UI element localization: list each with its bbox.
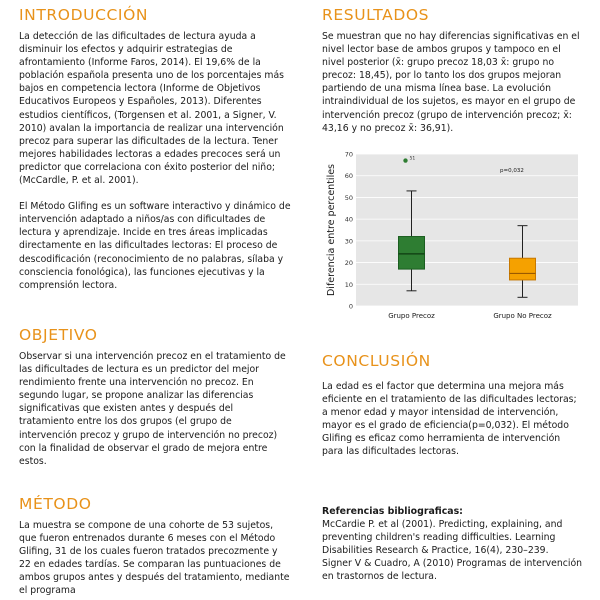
introduccion-section bbox=[19, 6, 291, 292]
introduccion-heading: INTRODUCCIÓN bbox=[19, 6, 149, 24]
y-tick-label: 40 bbox=[344, 215, 353, 224]
objetivo-paragraph: Observar si una intervención precoz en el tratamiento de las dificultades de lectura es un predictor del mejor rendimiento frente una intervención no precoz. En segundo lugar, se propone analizar las diferencias significativas que existen antes y después del tratamiento entre los dos grupos (el grupo de intervención precoz y grupo de intervención no precoz) con la finalidad de observar el grado de mejora entre estos. bbox=[19, 351, 286, 467]
introduccion-paragraph-1: La detección de las dificultades de lectura ayuda a disminuir los efectos y adquirir estrategias de afrontamiento (Informe Faros, 2014). El 19,6% de la población española presenta uno de los porcentajes más bajos en competencia lectora (Informe de Objetivos Educativos Europeos y Españoles, 2013). Diferentes estudios científicos, (Torgensen et al. 2001, a Signer, V. 2010) avalan la importancia de realizar una intervención precoz para superar las dificultades de la lectura. Tener mejores habilidades lectoras a edades precoces será un predictor que correlaciona con éxito posterior del niño; (McCardle, P. et al. 2001). bbox=[19, 31, 285, 187]
outlier-point bbox=[403, 158, 407, 162]
resultados-section bbox=[322, 6, 584, 135]
metodo-section bbox=[19, 495, 291, 598]
y-tick-label: 60 bbox=[344, 172, 353, 181]
y-axis-label: Diferencia entre percentiles bbox=[326, 163, 337, 297]
x-tick-label: Grupo No Precoz bbox=[493, 312, 552, 320]
plot-area bbox=[356, 154, 578, 306]
boxplot-chart bbox=[322, 150, 584, 326]
resultados-paragraph: Se muestran que no hay diferencias significativas en el nivel lector base de ambos grupos y tampoco en el nivel posterior (x̄: grupo precoz 18,03 x̄: grupo no precoz: 18,45), por lo tanto los dos grupos mejoran partiendo de una misma línea base. La evolución intraindividual de los sujetos, es mayor en el grupo de intervención precoz (grupo de intervención precoz; x̄: 43,16 y no precoz x̄: 36,91). bbox=[322, 31, 580, 134]
y-tick-label: 30 bbox=[344, 237, 353, 246]
referencias-heading: Referencias bibliograficas: bbox=[322, 506, 463, 517]
box-0 bbox=[399, 237, 425, 270]
metodo-heading: MÉTODO bbox=[19, 495, 92, 513]
y-tick-label: 50 bbox=[344, 193, 353, 202]
referencia-1: McCardie P. et al (2001). Predicting, explaining, and preventing children's reading difficulties. Learning Disabilities Research & Practice, 16(4), 230–239. bbox=[322, 519, 563, 557]
box-1 bbox=[510, 258, 536, 280]
conclusion-paragraph: La edad es el factor que determina una mejora más eficiente en el tratamiento de las dificultades lectoras; a menor edad y mayor intensidad de intervención, mayor es el grado de eficiencia(p=0,032). El método Glifing es eficaz como herramienta de intervención para las dificultades lectoras. bbox=[322, 381, 577, 458]
resultados-heading: RESULTADOS bbox=[322, 6, 430, 24]
metodo-paragraph: La muestra se compone de una cohorte de 53 sujetos, que fueron entrenados durante 6 meses con el Método Glifing, 31 de los cuales fueron tratados precozmente y 22 en edades tardías. Se comparan las puntuaciones de ambos grupos antes y después del tratamiento, mediante el programa bbox=[19, 520, 290, 597]
objetivo-section bbox=[19, 326, 291, 468]
p-value-annotation: p=0,032 bbox=[500, 168, 524, 174]
x-tick-label: Grupo Precoz bbox=[388, 312, 435, 320]
conclusion-heading: CONCLUSIÓN bbox=[322, 352, 431, 370]
conclusion-section bbox=[322, 352, 584, 459]
y-tick-label: 0 bbox=[348, 302, 353, 311]
boxplot-svg bbox=[322, 150, 584, 326]
y-tick-label: 20 bbox=[344, 259, 353, 268]
objetivo-heading: OBJETIVO bbox=[19, 326, 98, 344]
introduccion-paragraph-2: El Método Glifing es un software interactivo y dinámico de intervención adaptado a niños/as con dificultades de lectura y aprendizaje. Incide en tres áreas implicadas directamente en las dificultades lectoras: El proceso de descodificación (reconocimiento de no palabras, sílaba y consciencia fonológica), las funciones ejecutivas y la comprensión lectora. bbox=[19, 201, 291, 291]
referencias-section bbox=[322, 505, 584, 583]
referencia-2: Signer V & Cuadro, A (2010) Programas de intervención en trastornos de lectura. bbox=[322, 558, 583, 583]
outlier-label: 51 bbox=[409, 156, 416, 162]
y-tick-label: 10 bbox=[344, 280, 353, 289]
y-tick-label: 70 bbox=[344, 150, 353, 159]
